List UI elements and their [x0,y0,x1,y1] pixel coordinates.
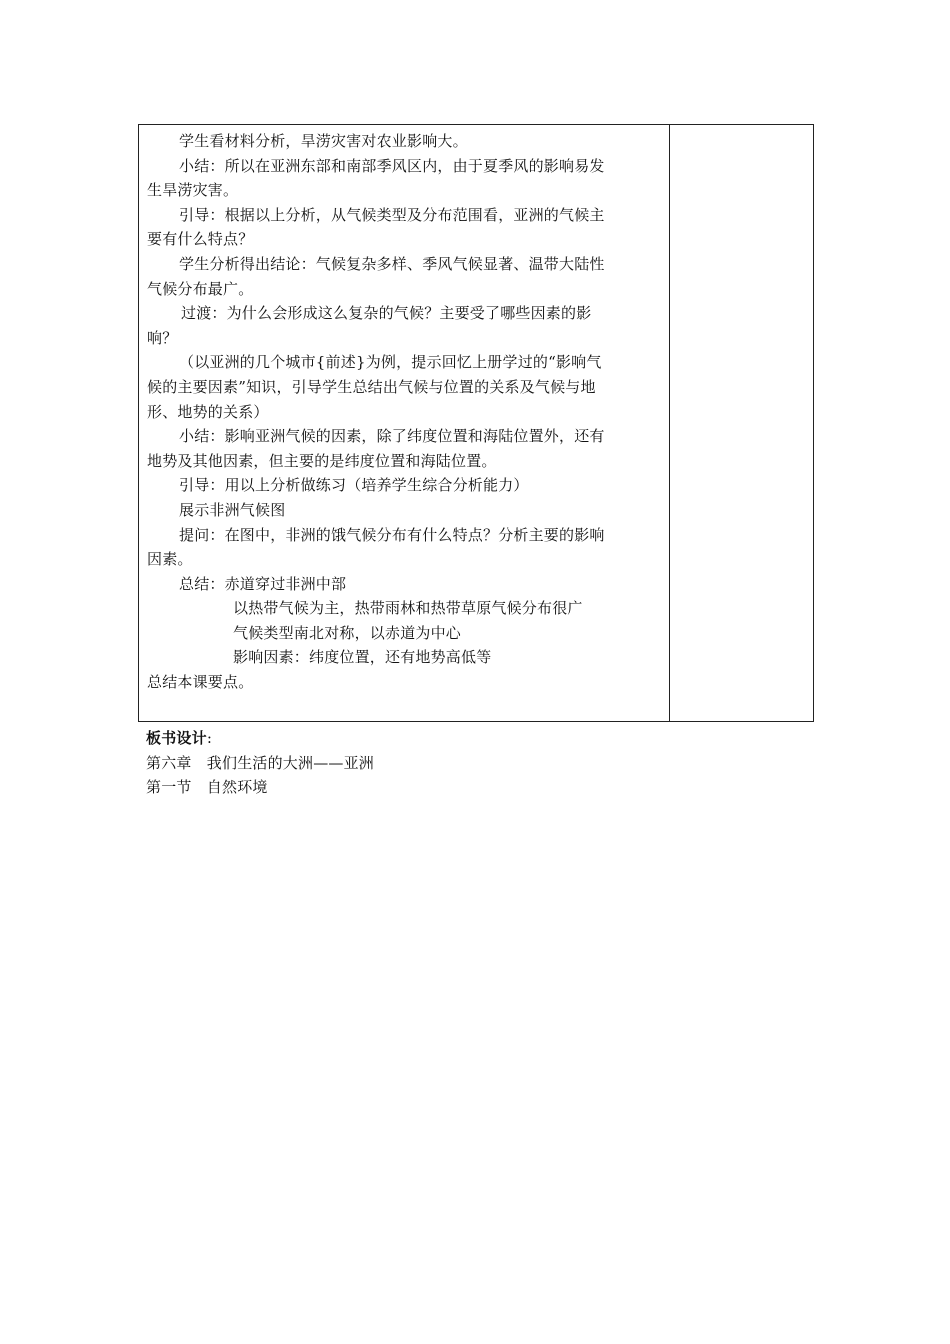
text-line: 候的主要因素”知识，引导学生总结出气候与位置的关系及气候与地 [147,377,596,396]
board-design [146,726,374,800]
text-line: 响？ [147,328,178,347]
lesson-table [138,124,814,722]
text-line: 小结：所以在亚洲东部和南部季风区内，由于夏季风的影响易发 [179,156,605,175]
board-section: 第一节 自然环境 [146,778,268,797]
text-line: 气候类型南北对称，以赤道为中心 [233,623,462,642]
text-line: 因素。 [147,550,193,569]
text-line: 小结：影响亚洲气候的因素，除了纬度位置和海陆位置外，还有 [179,427,605,446]
text-line: 引导：根据以上分析，从气候类型及分布范围看，亚洲的气候主 [179,205,605,224]
board-heading-line [146,726,374,751]
text-line: 要有什么特点？ [147,230,254,249]
text-line: 展示非洲气候图 [179,500,286,519]
text-line: 形、地势的关系） [147,402,269,421]
text-line: 生旱涝灾害。 [147,181,239,200]
text-line: 气候分布最广。 [147,279,254,298]
text-line: 地势及其他因素，但主要的是纬度位置和海陆位置。 [147,451,497,470]
text-line: 总结：赤道穿过非洲中部 [179,574,347,593]
text-line: （以亚洲的几个城市{前述}为例，提示回忆上册学过的“影响气 [179,353,602,372]
text-line: 提问：在图中，非洲的饿气候分布有什么特点？分析主要的影响 [179,525,605,544]
text-line: 引导：用以上分析做练习（培养学生综合分析能力） [179,476,529,495]
text-line: 影响因素：纬度位置，还有地势高低等 [233,648,492,667]
text-line: 以热带气候为主，热带雨林和热带草原气候分布很广 [233,599,583,618]
text-line: 过渡：为什么会形成这么复杂的气候？主要受了哪些因素的影 [181,304,592,323]
board-heading-colon: : [206,729,213,747]
text-line: 总结本课要点。 [147,673,254,692]
board-chapter: 第六章 我们生活的大洲——亚洲 [146,753,375,772]
lesson-content-cell [139,125,670,721]
board-heading: 板书设计 [146,729,207,747]
notes-cell [670,125,813,721]
text-line: 学生分析得出结论：气候复杂多样、季风气候显著、温带大陆性 [179,254,605,273]
text-line: 学生看材料分析，旱涝灾害对农业影响大。 [179,132,468,150]
